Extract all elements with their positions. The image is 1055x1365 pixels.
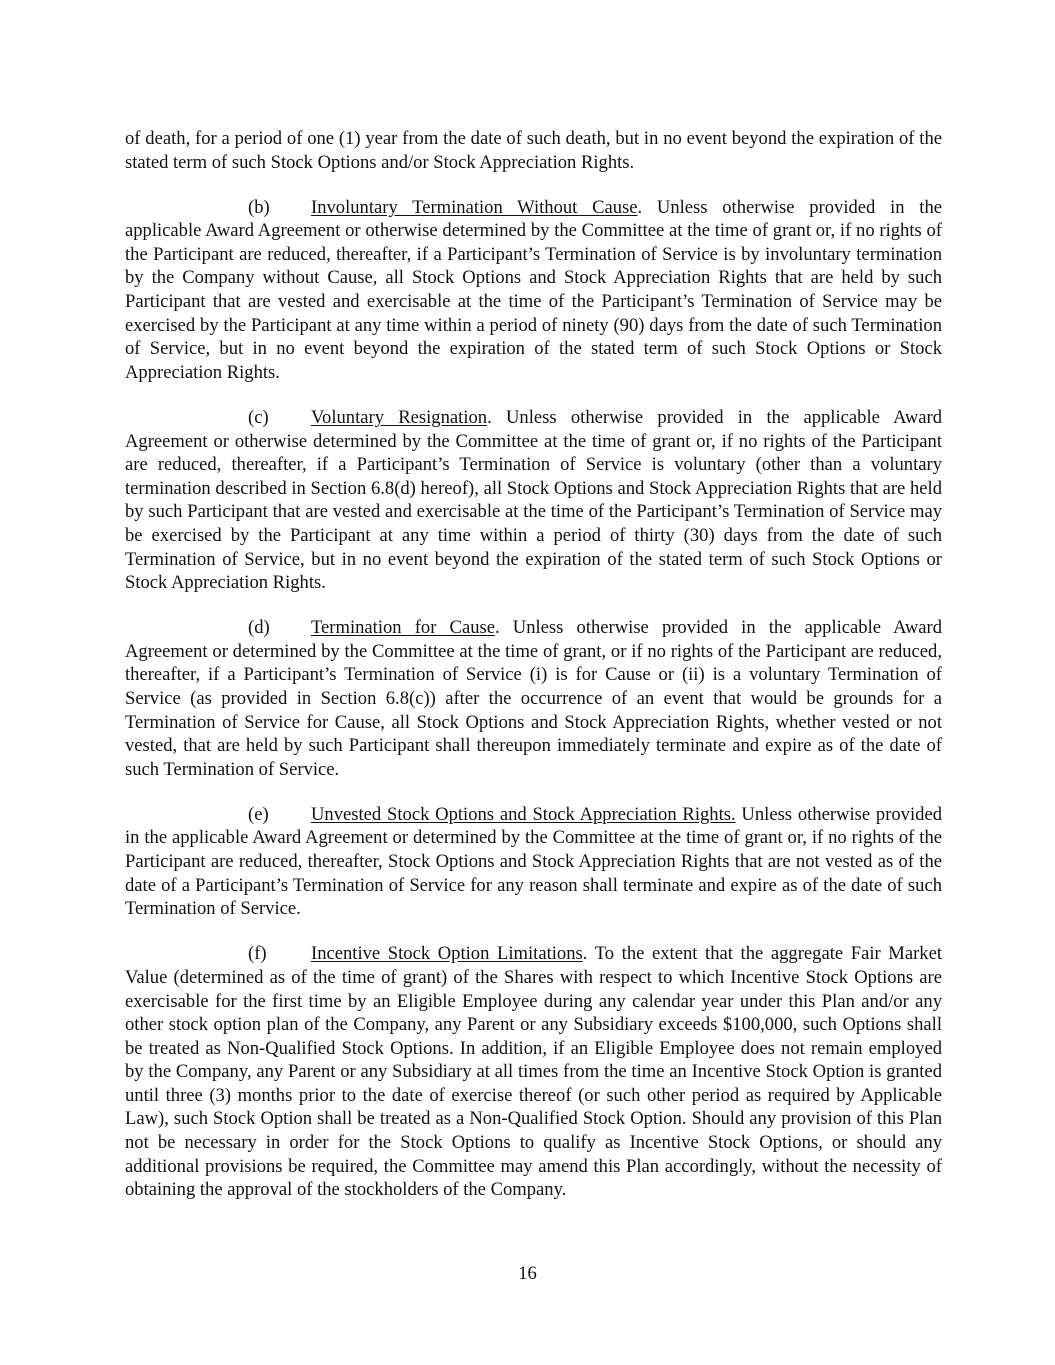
section-heading: Incentive Stock Option Limitations	[311, 943, 583, 965]
page-number: 16	[518, 1263, 537, 1284]
section-heading: Involuntary Termination Without Cause	[311, 196, 638, 218]
section-body: Unless otherwise provided in the applicable Award Agreement or determined by the Committee at the time of grant or, if no rights of the Participant are reduced, thereafter, Stock Options and Stock Appreciation Rights that are not vested as of the date of a Participant’s Termination of Service for any reason shall terminate and expire as of the date of such Termination of Service.	[125, 803, 942, 920]
section-body: . To the extent that the aggregate Fair Market Value (determined as of the time of grant) of the Shares with respect to which Incentive Stock Options are exercisable for the first time by an Eligible Employee during any calendar year under this Plan and/or any other stock option plan of the Company, any Parent or any Subsidiary exceeds $100,000, such Options shall be treated as Non-Qualified Stock Options. In addition, if an Eligible Employee does not remain employed by the Company, any Parent or any Subsidiary at all times from the time an Incentive Stock Option is granted until three (3) months prior to the date of exercise thereof (or such other period as required by Applicable Law), such Stock Option shall be treated as a Non-Qualified Stock Option. Should any provision of this Plan not be necessary in order for the Stock Options to qualify as Incentive Stock Options, or should any additional provisions be required, the Committee may amend this Plan accordingly, without the necessity of obtaining the approval of the stockholders of the Company.	[125, 943, 942, 1201]
section-body: . Unless otherwise provided in the applicable Award Agreement or otherwise determined by the Committee at the time of grant or, if no rights of the Participant are reduced, thereafter, if a Participant’s Termination of Service is voluntary (other than a voluntary termination described in Section 6.8(d) hereof), all Stock Options and Stock Appreciation Rights that are held by such Participant that are vested and exercisable at the time of the Participant’s Termination of Service may be exercised by the Participant at any time within a period of thirty (30) days from the date of such Termination of Service, but in no event beyond the expiration of the stated term of such Stock Options or Stock Appreciation Rights.	[125, 406, 942, 594]
section-body: . Unless otherwise provided in the applicable Award Agreement or determined by the Committee at the time of grant, or if no rights of the Participant are reduced, thereafter, if a Participant’s Termination of Service (i) is for Cause or (ii) is a voluntary Termination of Service (as provided in Section 6.8(c)) after the occurrence of an event that would be grounds for a Termination of Service for Cause, all Stock Options and Stock Appreciation Rights, whether vested or not vested, that are held by such Participant shall thereupon immediately terminate and expire as of the date of such Termination of Service.	[125, 617, 942, 780]
section-d	[125, 616, 942, 781]
section-body: . Unless otherwise provided in the applicable Award Agreement or otherwise determined by the Committee at the time of grant or, if no rights of the Participant are reduced, thereafter, if a Participant’s Termination of Service is by involuntary termination by the Company without Cause, all Stock Options and Stock Appreciation Rights that are held by such Participant that are vested and exercisable at the time of the Participant’s Termination of Service may be exercised by the Participant at any time within a period of ninety (90) days from the date of such Termination of Service, but in no event beyond the expiration of the stated term of such Stock Options or Stock Appreciation Rights.	[125, 196, 942, 383]
section-e	[125, 803, 942, 921]
section-label: (e)	[248, 803, 269, 825]
section-b	[125, 196, 942, 385]
document-page	[125, 127, 942, 1223]
section-label: (d)	[248, 617, 270, 639]
section-c	[125, 406, 942, 595]
section-heading: Termination for Cause	[311, 617, 495, 639]
section-label: (c)	[248, 406, 269, 428]
section-heading: Unvested Stock Options and Stock Appreciation Rights.	[311, 803, 736, 825]
section-f	[125, 942, 942, 1202]
section-label: (f)	[248, 943, 267, 965]
section-heading: Voluntary Resignation	[311, 406, 488, 428]
section-label: (b)	[248, 196, 270, 218]
intro-paragraph: of death, for a period of one (1) year from the date of such death, but in no event beyond the expiration of the stated term of such Stock Options and/or Stock Appreciation Rights.	[125, 128, 942, 173]
